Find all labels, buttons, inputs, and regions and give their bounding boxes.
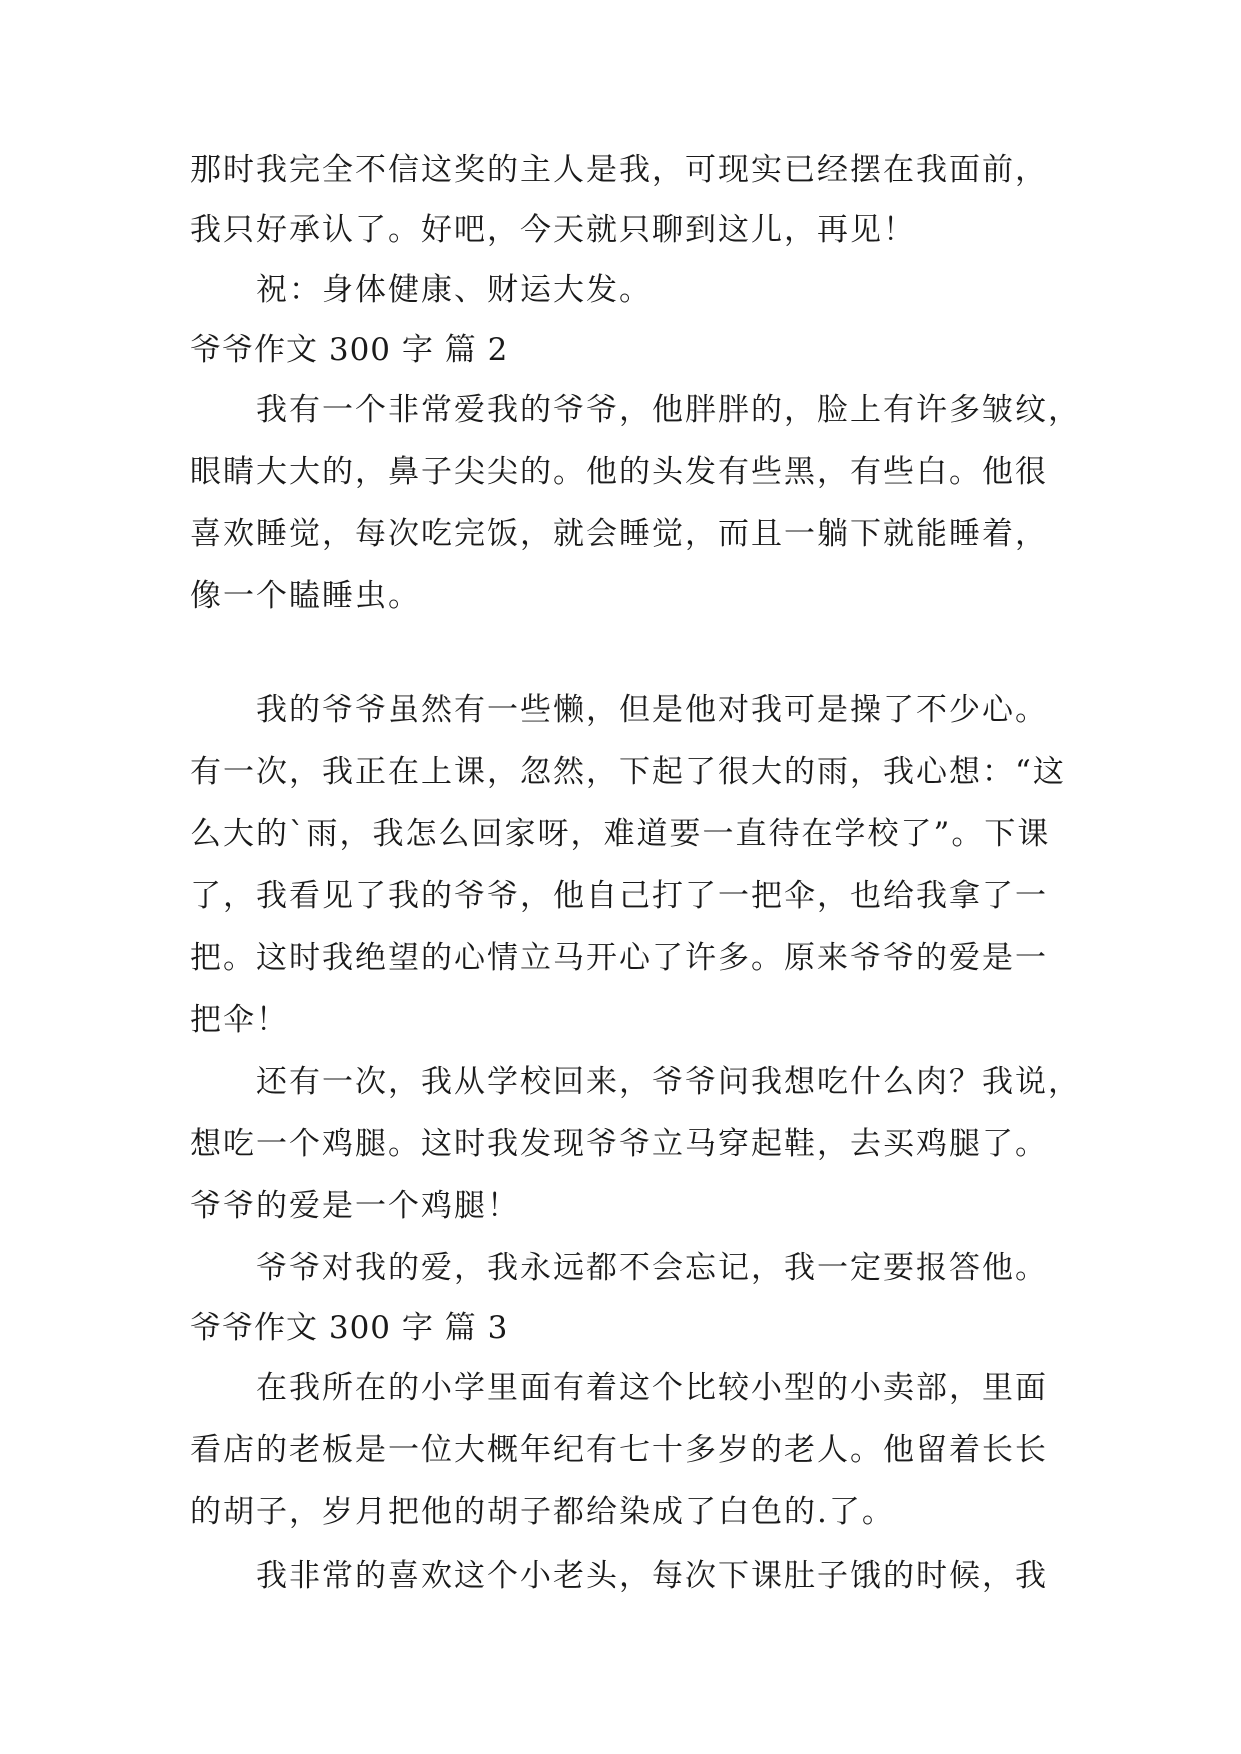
text-line: 像一个瞌睡虫。 — [190, 578, 421, 614]
text-line: 想吃一个鸡腿。这时我发现爷爷立马穿起鞋，去买鸡腿了。 — [190, 1126, 1048, 1162]
text-line: 了，我看见了我的爷爷，他自己打了一把伞，也给我拿了一 — [190, 878, 1048, 914]
text-line: 么大的`雨，我怎么回家呀，难道要一直待在学校了”。下课 — [190, 816, 1051, 852]
text-line: 眼睛大大的，鼻子尖尖的。他的头发有些黑，有些白。他很 — [190, 454, 1048, 490]
text-line: 爷爷对我的爱，我永远都不会忘记，我一定要报答他。 — [190, 1250, 1048, 1286]
text-line: 爷爷的爱是一个鸡腿！ — [190, 1188, 520, 1224]
text-line: 祝：身体健康、财运大发。 — [190, 272, 652, 308]
text-line: 有一次，我正在上课，忽然，下起了很大的雨，我心想：“这 — [190, 754, 1066, 790]
text-line: 喜欢睡觉，每次吃完饭，就会睡觉，而且一躺下就能睡着， — [190, 516, 1048, 552]
text-line: 我的爷爷虽然有一些懒，但是他对我可是操了不少心。 — [190, 692, 1048, 728]
text-line: 把伞！ — [190, 1002, 289, 1038]
text-line: 我非常的喜欢这个小老头，每次下课肚子饿的时候，我 — [190, 1558, 1048, 1594]
text-line: 那时我完全不信这奖的主人是我，可现实已经摆在我面前， — [190, 152, 1048, 188]
text-line: 看店的老板是一位大概年纪有七十多岁的老人。他留着长长 — [190, 1432, 1048, 1468]
text-line: 把。这时我绝望的心情立马开心了许多。原来爷爷的爱是一 — [190, 940, 1048, 976]
section-heading: 爷爷作文 300 字 篇 3 — [190, 1310, 509, 1346]
text-line: 我有一个非常爱我的爷爷，他胖胖的，脸上有许多皱纹， — [190, 392, 1081, 428]
text-line: 我只好承认了。好吧，今天就只聊到这儿，再见！ — [190, 212, 916, 248]
text-line: 在我所在的小学里面有着这个比较小型的小卖部，里面 — [190, 1370, 1048, 1406]
text-line: 还有一次，我从学校回来，爷爷问我想吃什么肉？我说， — [190, 1064, 1081, 1100]
text-line: 的胡子，岁月把他的胡子都给染成了白色的.了。 — [190, 1494, 895, 1530]
section-heading: 爷爷作文 300 字 篇 2 — [190, 332, 509, 368]
